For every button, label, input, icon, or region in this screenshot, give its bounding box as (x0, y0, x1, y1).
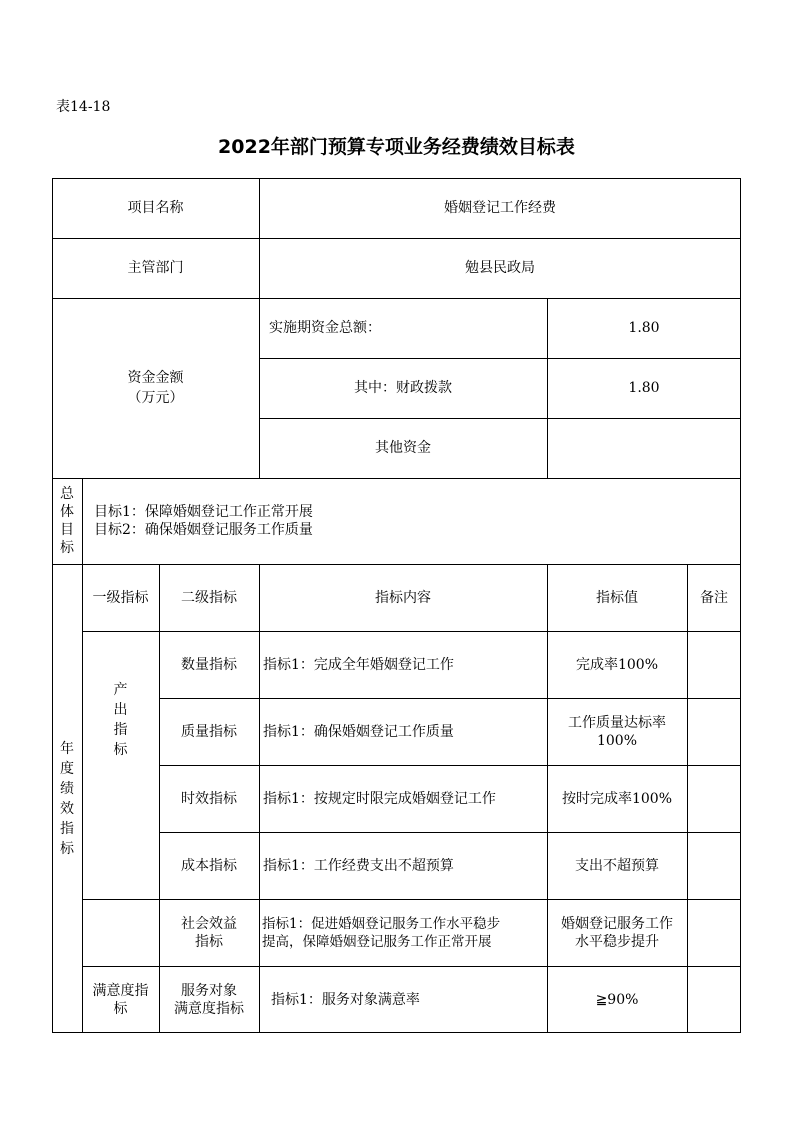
goals-label-char: 标 (60, 540, 74, 556)
goals-label-char: 体 (60, 504, 74, 520)
row-value: 支出不超预算 (575, 857, 659, 874)
goal-1: 目标1：保障婚姻登记工作正常开展 (94, 504, 313, 520)
output-label-char: 产 (113, 682, 128, 698)
satisfaction-level1-line2: 标 (113, 1000, 128, 1017)
header-level2: 二级指标 (181, 589, 237, 606)
department-label: 主管部门 (127, 260, 184, 276)
satisfaction-level2 (159, 966, 259, 1033)
department-value: 勉县民政局 (465, 260, 535, 276)
annual-label-char: 指 (60, 820, 74, 837)
output-indicators-label (82, 631, 159, 899)
annual-label-char: 度 (60, 760, 74, 777)
social-content (259, 899, 547, 966)
row-content: 指标1：工作经费支出不超预算 (263, 857, 454, 874)
social-content-line1: 指标1：促进婚姻登记服务工作水平稳步 (262, 915, 501, 932)
output-label-char: 指 (113, 722, 128, 738)
goals-label-char: 总 (60, 486, 74, 502)
header-remark: 备注 (700, 589, 728, 606)
row-level2: 成本指标 (181, 857, 237, 874)
goals-label-char: 目 (60, 522, 74, 538)
row-level2: 数量指标 (181, 656, 237, 673)
social-level2-line2: 指标 (195, 933, 223, 950)
goals-content (82, 478, 741, 564)
row-level2: 质量指标 (181, 723, 237, 740)
output-label-char: 标 (113, 742, 128, 758)
finance-funds-label: 其中：财政拨款 (354, 380, 452, 396)
row-level2: 时效指标 (181, 790, 237, 807)
total-funds-value: 1.80 (628, 320, 660, 336)
header-content: 指标内容 (375, 589, 431, 606)
project-name-value: 婚姻登记工作经费 (444, 200, 556, 216)
satisfaction-level2-line1: 服务对象 (181, 982, 237, 999)
row-value-line2: 100% (596, 732, 638, 749)
funds-label-line2: （万元） (127, 390, 184, 406)
funds-label (52, 298, 259, 478)
output-label-char: 出 (113, 702, 128, 718)
row-content: 指标1：按规定时限完成婚姻登记工作 (263, 790, 496, 807)
total-funds-label: 实施期资金总额： (269, 320, 381, 336)
row-value (547, 698, 687, 765)
goal-2: 目标2：确保婚姻登记服务工作质量 (94, 522, 313, 538)
project-name-label: 项目名称 (127, 200, 184, 216)
other-funds-label: 其他资金 (375, 440, 431, 456)
header-level1: 一级指标 (92, 589, 149, 606)
row-value: 完成率100% (575, 656, 659, 673)
social-level2 (159, 899, 259, 966)
annual-indicators-label (52, 564, 82, 1033)
social-value-line2: 水平稳步提升 (575, 933, 659, 950)
annual-label-char: 年 (60, 740, 74, 757)
social-value-line1: 婚姻登记服务工作 (561, 915, 673, 932)
social-level2-line1: 社会效益 (181, 915, 237, 932)
row-content: 指标1：完成全年婚姻登记工作 (263, 656, 454, 673)
table-number: 表14-18 (56, 99, 111, 115)
header-value: 指标值 (596, 589, 638, 606)
social-value (547, 899, 687, 966)
annual-label-char: 标 (60, 840, 74, 857)
satisfaction-level1 (82, 966, 159, 1033)
satisfaction-level1-line1: 满意度指 (92, 982, 149, 999)
row-content: 指标1：确保婚姻登记工作质量 (263, 723, 454, 740)
goals-label (52, 478, 82, 564)
satisfaction-level2-line2: 满意度指标 (174, 1000, 244, 1017)
finance-funds-value: 1.80 (628, 380, 660, 396)
funds-label-line1: 资金金额 (127, 370, 184, 386)
satisfaction-content: 指标1：服务对象满意率 (271, 991, 420, 1008)
other-funds-value (547, 418, 741, 478)
row-value: 按时完成率100% (561, 790, 673, 807)
social-content-line2: 提高，保障婚姻登记服务工作正常开展 (262, 933, 492, 950)
annual-label-char: 绩 (60, 780, 74, 797)
row-value-line1: 工作质量达标率 (568, 714, 666, 731)
page-title: 2022年部门预算专项业务经费绩效目标表 (218, 136, 575, 158)
satisfaction-value: ≧90% (595, 991, 639, 1008)
annual-label-char: 效 (60, 800, 74, 817)
